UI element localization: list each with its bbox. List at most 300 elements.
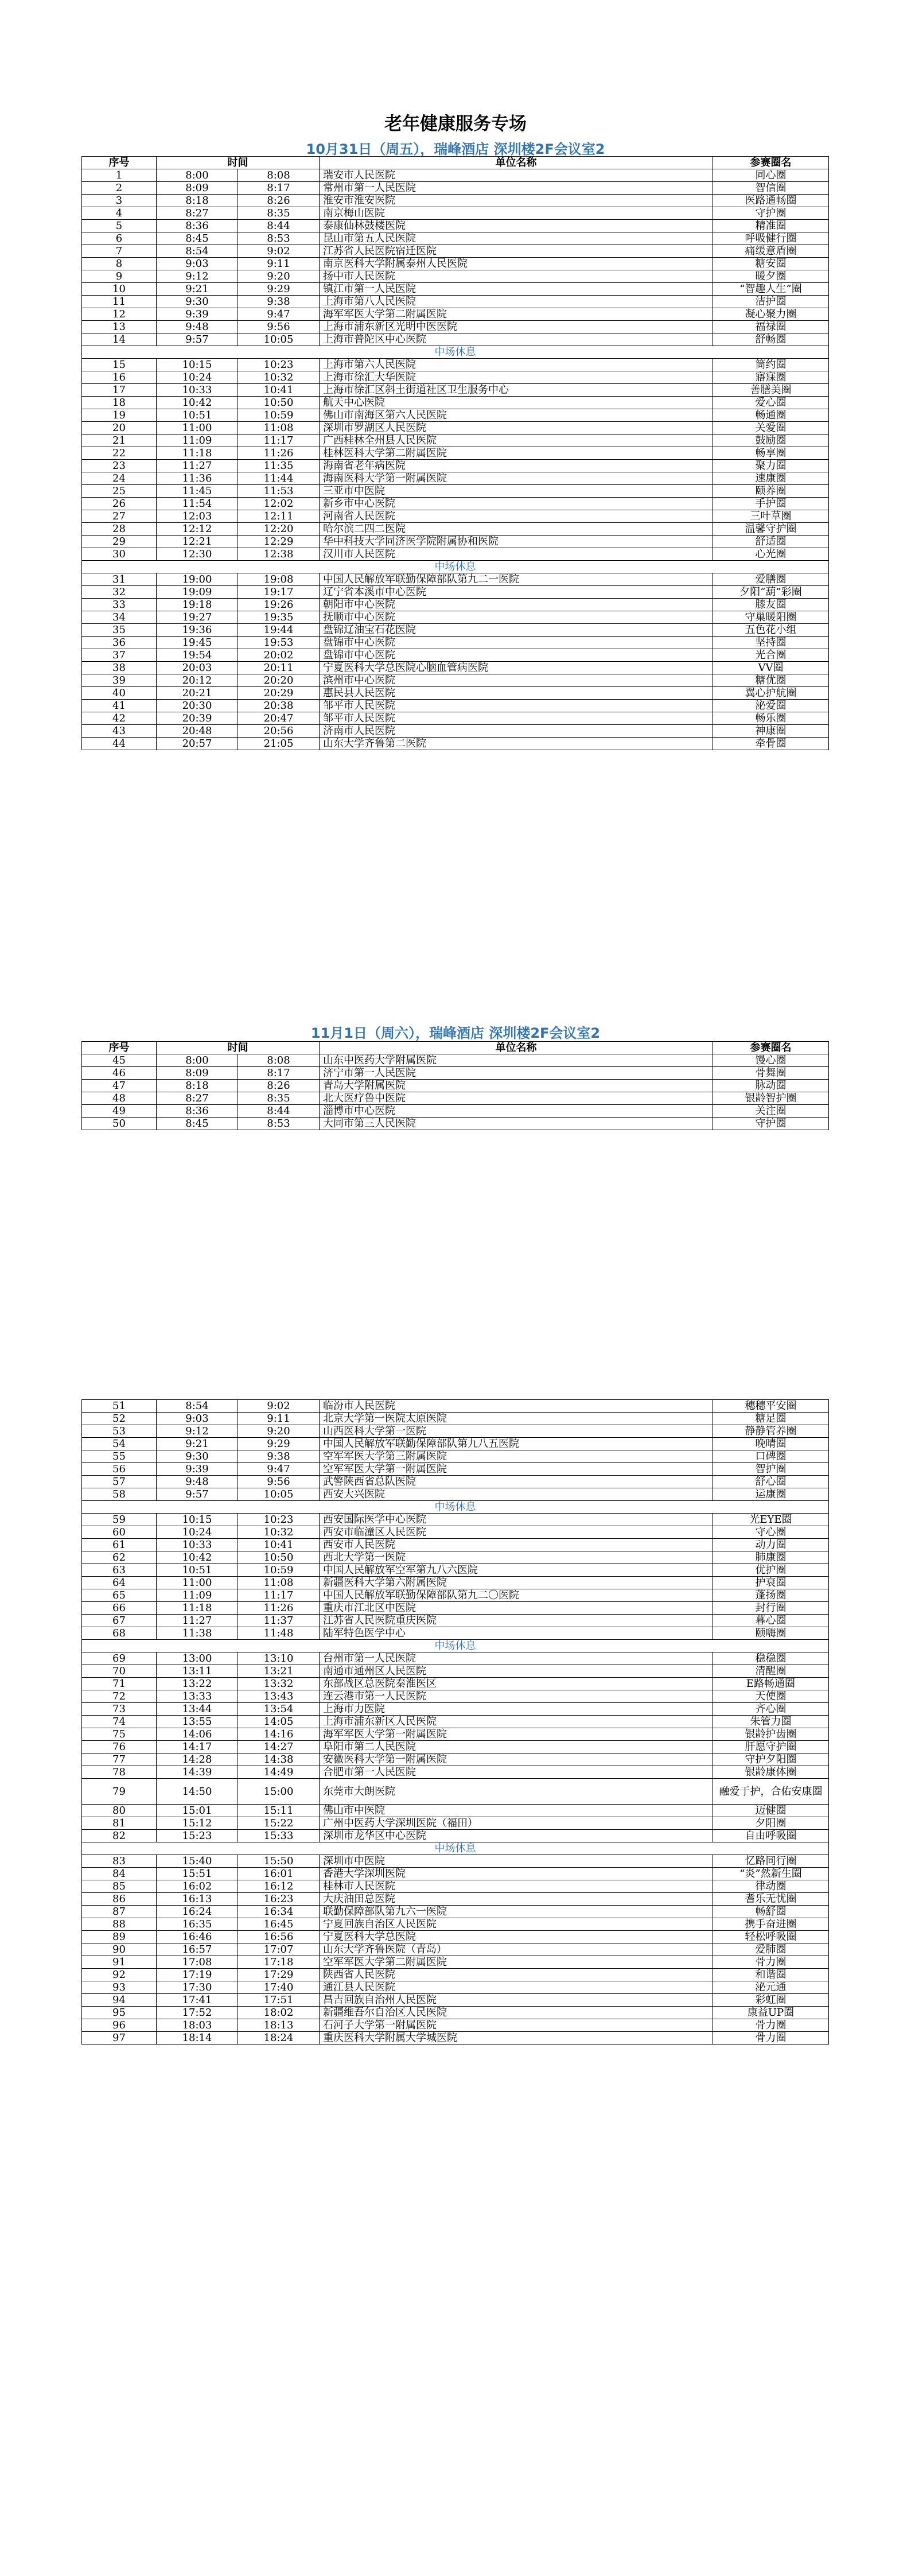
row-team-name: 律动圈 — [713, 1880, 829, 1893]
row-start-time: 11:09 — [157, 1589, 238, 1602]
row-end-time: 15:33 — [238, 1830, 320, 1842]
row-end-time: 11:53 — [238, 485, 320, 498]
row-unit-name: 石河子大学第一附属医院 — [320, 2019, 713, 2032]
row-start-time: 14:06 — [157, 1728, 238, 1741]
row-unit-name: 华中科技大学同济医学院附属协和医院 — [320, 536, 713, 548]
row-seq: 10 — [82, 283, 157, 296]
table-row — [82, 1830, 829, 1842]
row-start-time: 9:03 — [157, 1413, 238, 1425]
row-end-time: 16:45 — [238, 1918, 320, 1931]
row-seq: 32 — [82, 586, 157, 599]
row-start-time: 11:45 — [157, 485, 238, 498]
row-seq: 75 — [82, 1728, 157, 1741]
row-team-name: 迈健圈 — [713, 1805, 829, 1817]
row-team-name: 运康圈 — [713, 1488, 829, 1501]
row-start-time: 19:45 — [157, 637, 238, 649]
row-start-time: 10:24 — [157, 1526, 238, 1539]
row-start-time: 10:15 — [157, 1514, 238, 1526]
row-seq: 60 — [82, 1526, 157, 1539]
row-seq: 78 — [82, 1766, 157, 1779]
row-unit-name: 辽宁省本溪市中心医院 — [320, 586, 713, 599]
row-end-time: 13:21 — [238, 1665, 320, 1678]
row-team-name: 速康圈 — [713, 472, 829, 485]
row-start-time: 15:12 — [157, 1817, 238, 1830]
row-end-time: 15:00 — [238, 1779, 320, 1805]
row-seq: 28 — [82, 523, 157, 536]
row-start-time: 10:33 — [157, 384, 238, 397]
row-unit-name: 重庆市江北区中医院 — [320, 1602, 713, 1615]
table-row — [82, 712, 829, 725]
table-row — [82, 599, 829, 611]
row-start-time: 10:51 — [157, 1564, 238, 1577]
table-row — [82, 1994, 829, 2007]
row-start-time: 9:30 — [157, 1450, 238, 1463]
row-team-name: 轻松呼吸圈 — [713, 1931, 829, 1943]
row-seq: 96 — [82, 2019, 157, 2032]
row-unit-name: 大同市第三人民医院 — [320, 1118, 713, 1130]
row-team-name: 心光圈 — [713, 548, 829, 561]
row-unit-name: 陆军特色医学中心 — [320, 1627, 713, 1640]
row-start-time: 18:14 — [157, 2032, 238, 2044]
day1-schedule-table — [81, 156, 829, 750]
row-end-time: 12:11 — [238, 510, 320, 523]
row-end-time: 17:51 — [238, 1994, 320, 2007]
row-start-time: 11:27 — [157, 1615, 238, 1627]
row-start-time: 13:00 — [157, 1652, 238, 1665]
table-row — [82, 1805, 829, 1817]
row-seq: 92 — [82, 1969, 157, 1981]
row-seq: 27 — [82, 510, 157, 523]
row-start-time: 20:39 — [157, 712, 238, 725]
row-team-name: 聚力圈 — [713, 460, 829, 472]
row-seq: 97 — [82, 2032, 157, 2044]
row-team-name: 穗穗平安圈 — [713, 1400, 829, 1413]
row-team-name: 糖优圈 — [713, 674, 829, 687]
row-end-time: 8:44 — [238, 220, 320, 232]
row-end-time: 10:50 — [238, 397, 320, 409]
table-row — [82, 397, 829, 409]
row-start-time: 10:15 — [157, 359, 238, 371]
table-row — [82, 1880, 829, 1893]
table-row — [82, 434, 829, 447]
row-seq: 45 — [82, 1054, 157, 1067]
row-unit-name: 江苏省人民医院重庆医院 — [320, 1615, 713, 1627]
row-team-name: 融爱于护，合佑安康圈 — [713, 1779, 829, 1805]
table-row — [82, 485, 829, 498]
row-end-time: 20:11 — [238, 662, 320, 674]
row-seq: 47 — [82, 1080, 157, 1092]
row-start-time: 20:12 — [157, 674, 238, 687]
row-seq: 9 — [82, 270, 157, 283]
row-team-name: 医路通畅圈 — [713, 195, 829, 207]
table-row — [82, 258, 829, 270]
row-end-time: 8:35 — [238, 207, 320, 220]
row-start-time: 9:57 — [157, 333, 238, 346]
row-end-time: 13:32 — [238, 1678, 320, 1690]
table-row — [82, 1450, 829, 1463]
row-team-name: 骨力圈 — [713, 2019, 829, 2032]
row-unit-name: 东部战区总医院秦淮医区 — [320, 1678, 713, 1690]
row-team-name: E路畅通圈 — [713, 1678, 829, 1690]
row-unit-name: 广西桂林全州县人民医院 — [320, 434, 713, 447]
row-start-time: 15:01 — [157, 1805, 238, 1817]
row-seq: 49 — [82, 1105, 157, 1118]
table-row — [82, 1413, 829, 1425]
row-team-name: 稳稳圈 — [713, 1652, 829, 1665]
row-unit-name: 山东中医药大学附属医院 — [320, 1054, 713, 1067]
row-unit-name: 上海市徐汇大华医院 — [320, 371, 713, 384]
table-row — [82, 1627, 829, 1640]
row-seq: 81 — [82, 1817, 157, 1830]
row-start-time: 11:00 — [157, 422, 238, 434]
row-seq: 55 — [82, 1450, 157, 1463]
table-row — [82, 1981, 829, 1994]
row-start-time: 11:27 — [157, 460, 238, 472]
row-seq: 82 — [82, 1830, 157, 1842]
row-start-time: 9:39 — [157, 1463, 238, 1476]
header-team: 参赛圈名 — [713, 1042, 829, 1054]
row-seq: 89 — [82, 1931, 157, 1943]
row-end-time: 16:23 — [238, 1893, 320, 1906]
row-team-name: 爱膳圈 — [713, 573, 829, 586]
table-row — [82, 1703, 829, 1716]
row-start-time: 10:42 — [157, 397, 238, 409]
row-seq: 15 — [82, 359, 157, 371]
row-team-name: 晚晴圈 — [713, 1438, 829, 1450]
row-seq: 7 — [82, 245, 157, 258]
row-seq: 59 — [82, 1514, 157, 1526]
table-row — [82, 1728, 829, 1741]
row-seq: 79 — [82, 1779, 157, 1805]
row-team-name: 动力圈 — [713, 1539, 829, 1551]
row-start-time: 9:21 — [157, 283, 238, 296]
row-seq: 62 — [82, 1551, 157, 1564]
header-unit: 单位名称 — [320, 157, 713, 169]
row-team-name: 馒心圈 — [713, 1054, 829, 1067]
row-team-name: 天使圈 — [713, 1690, 829, 1703]
row-unit-name: 南京梅山医院 — [320, 207, 713, 220]
row-unit-name: 上海市普陀区中心医院 — [320, 333, 713, 346]
break-row — [82, 346, 829, 359]
row-team-name: 清醒圈 — [713, 1665, 829, 1678]
row-end-time: 20:56 — [238, 725, 320, 738]
row-seq: 53 — [82, 1425, 157, 1438]
row-end-time: 9:56 — [238, 321, 320, 333]
row-end-time: 12:02 — [238, 498, 320, 510]
table-row — [82, 1514, 829, 1526]
row-team-name: 洁护圈 — [713, 296, 829, 308]
row-unit-name: 东莞市大朗医院 — [320, 1779, 713, 1805]
row-end-time: 8:44 — [238, 1105, 320, 1118]
table-row — [82, 283, 829, 296]
row-start-time: 17:19 — [157, 1969, 238, 1981]
row-start-time: 19:00 — [157, 573, 238, 586]
row-unit-name: 上海市徐汇区斜土街道社区卫生服务中心 — [320, 384, 713, 397]
table-row — [82, 1577, 829, 1589]
row-start-time: 14:39 — [157, 1766, 238, 1779]
row-seq: 19 — [82, 409, 157, 422]
table-row — [82, 1931, 829, 1943]
row-end-time: 9:38 — [238, 1450, 320, 1463]
table-row — [82, 700, 829, 712]
row-seq: 34 — [82, 611, 157, 624]
header-seq: 序号 — [82, 157, 157, 169]
table-row — [82, 1943, 829, 1956]
row-end-time: 11:17 — [238, 1589, 320, 1602]
row-unit-name: 邹平市人民医院 — [320, 700, 713, 712]
row-start-time: 13:44 — [157, 1703, 238, 1716]
row-seq: 17 — [82, 384, 157, 397]
row-unit-name: 上海市第八人民医院 — [320, 296, 713, 308]
row-end-time: 8:26 — [238, 195, 320, 207]
row-end-time: 18:02 — [238, 2007, 320, 2019]
break-row — [82, 561, 829, 573]
row-start-time: 11:38 — [157, 1627, 238, 1640]
table-row — [82, 232, 829, 245]
row-team-name: 夕阳圈 — [713, 1817, 829, 1830]
row-seq: 72 — [82, 1690, 157, 1703]
row-unit-name: 西安国际医学中心医院 — [320, 1514, 713, 1526]
table-row — [82, 2019, 829, 2032]
row-team-name: 护衰圈 — [713, 1577, 829, 1589]
row-seq: 39 — [82, 674, 157, 687]
row-unit-name: 淄博市中心医院 — [320, 1105, 713, 1118]
row-end-time: 8:08 — [238, 169, 320, 182]
row-end-time: 10:32 — [238, 1526, 320, 1539]
row-team-name: 舒适圈 — [713, 536, 829, 548]
row-seq: 83 — [82, 1855, 157, 1868]
row-seq: 21 — [82, 434, 157, 447]
row-start-time: 8:09 — [157, 1067, 238, 1080]
row-seq: 31 — [82, 573, 157, 586]
table-row — [82, 1463, 829, 1476]
table-row — [82, 498, 829, 510]
table-row — [82, 548, 829, 561]
row-team-name: 蓬扬圈 — [713, 1589, 829, 1602]
row-end-time: 11:35 — [238, 460, 320, 472]
row-team-name: 关爱圈 — [713, 422, 829, 434]
row-start-time: 17:08 — [157, 1956, 238, 1969]
row-team-name: “炎”然新生圈 — [713, 1868, 829, 1880]
row-seq: 52 — [82, 1413, 157, 1425]
row-start-time: 14:28 — [157, 1753, 238, 1766]
day1-subtitle: 10月31日（周五），瑞峰酒店 深圳楼2F会议室2 — [306, 141, 605, 157]
row-start-time: 20:57 — [157, 738, 238, 750]
row-end-time: 8:53 — [238, 1118, 320, 1130]
row-seq: 74 — [82, 1716, 157, 1728]
row-team-name: 肝愿守护圈 — [713, 1741, 829, 1753]
row-end-time: 10:41 — [238, 1539, 320, 1551]
row-unit-name: 桂林市人民医院 — [320, 1880, 713, 1893]
row-unit-name: 南京医科大学附属泰州人民医院 — [320, 258, 713, 270]
row-seq: 8 — [82, 258, 157, 270]
row-seq: 70 — [82, 1665, 157, 1678]
row-seq: 16 — [82, 371, 157, 384]
row-seq: 29 — [82, 536, 157, 548]
row-seq: 65 — [82, 1589, 157, 1602]
table-row — [82, 662, 829, 674]
row-team-name: 肺康圈 — [713, 1551, 829, 1564]
row-start-time: 11:54 — [157, 498, 238, 510]
row-start-time: 19:09 — [157, 586, 238, 599]
row-team-name: 泌元通 — [713, 1981, 829, 1994]
row-team-name: 光EYE圈 — [713, 1514, 829, 1526]
table-row — [82, 333, 829, 346]
row-team-name: 爱心圈 — [713, 397, 829, 409]
row-seq: 5 — [82, 220, 157, 232]
row-start-time: 9:12 — [157, 1425, 238, 1438]
row-team-name: 痛缓意盾圈 — [713, 245, 829, 258]
row-team-name: 康益UP圈 — [713, 2007, 829, 2019]
row-unit-name: 上海市浦东新区人民医院 — [320, 1716, 713, 1728]
row-end-time: 20:20 — [238, 674, 320, 687]
row-end-time: 10:50 — [238, 1551, 320, 1564]
row-end-time: 19:17 — [238, 586, 320, 599]
table-row — [82, 725, 829, 738]
table-row — [82, 1678, 829, 1690]
table-row — [82, 687, 829, 700]
row-end-time: 18:24 — [238, 2032, 320, 2044]
row-unit-name: 重庆医科大学附属大学城医院 — [320, 2032, 713, 2044]
header-team: 参赛圈名 — [713, 157, 829, 169]
row-end-time: 17:18 — [238, 1956, 320, 1969]
row-team-name: 精准圈 — [713, 220, 829, 232]
row-unit-name: 山西医科大学第一医院 — [320, 1425, 713, 1438]
table-row — [82, 1092, 829, 1105]
table-row — [82, 1476, 829, 1488]
row-unit-name: 中国人民解放军空军第九八六医院 — [320, 1564, 713, 1577]
row-team-name: 守心圈 — [713, 1526, 829, 1539]
row-start-time: 13:11 — [157, 1665, 238, 1678]
row-team-name: 守护夕阳圈 — [713, 1753, 829, 1766]
row-team-name: 骨舞圈 — [713, 1067, 829, 1080]
row-unit-name: 上海市第六人民医院 — [320, 359, 713, 371]
row-start-time: 15:40 — [157, 1855, 238, 1868]
row-unit-name: 佛山市南海区第六人民医院 — [320, 409, 713, 422]
row-unit-name: 山东大学齐鲁医院（青岛） — [320, 1943, 713, 1956]
row-team-name: 同心圈 — [713, 169, 829, 182]
row-seq: 43 — [82, 725, 157, 738]
row-end-time: 19:26 — [238, 599, 320, 611]
table-row — [82, 1526, 829, 1539]
row-end-time: 10:32 — [238, 371, 320, 384]
table-row — [82, 536, 829, 548]
row-unit-name: 南通市通州区人民医院 — [320, 1665, 713, 1678]
row-start-time: 9:48 — [157, 321, 238, 333]
row-unit-name: 昆山市第五人民医院 — [320, 232, 713, 245]
row-end-time: 11:26 — [238, 447, 320, 460]
row-seq: 38 — [82, 662, 157, 674]
row-team-name: 呼吸健行圈 — [713, 232, 829, 245]
header-seq: 序号 — [82, 1042, 157, 1054]
row-unit-name: 西安市临潼区人民医院 — [320, 1526, 713, 1539]
row-end-time: 21:05 — [238, 738, 320, 750]
row-unit-name: 合肥市第一人民医院 — [320, 1766, 713, 1779]
row-seq: 24 — [82, 472, 157, 485]
table-row — [82, 245, 829, 258]
row-seq: 64 — [82, 1577, 157, 1589]
row-team-name: 守护圈 — [713, 207, 829, 220]
table-row — [82, 371, 829, 384]
row-team-name: “智趣人生”圈 — [713, 283, 829, 296]
row-start-time: 9:39 — [157, 308, 238, 321]
row-start-time: 16:24 — [157, 1906, 238, 1918]
table-row — [82, 611, 829, 624]
table-row — [82, 1855, 829, 1868]
row-end-time: 13:54 — [238, 1703, 320, 1716]
row-unit-name: 深圳市罗湖区人民医院 — [320, 422, 713, 434]
table-row — [82, 573, 829, 586]
row-end-time: 16:12 — [238, 1880, 320, 1893]
row-end-time: 9:11 — [238, 1413, 320, 1425]
row-team-name: 脉动圈 — [713, 1080, 829, 1092]
table-row — [82, 1969, 829, 1981]
row-unit-name: 空军军医大学第三附属医院 — [320, 1450, 713, 1463]
row-start-time: 9:21 — [157, 1438, 238, 1450]
row-start-time: 17:41 — [157, 1994, 238, 2007]
row-seq: 23 — [82, 460, 157, 472]
row-seq: 86 — [82, 1893, 157, 1906]
row-seq: 6 — [82, 232, 157, 245]
row-seq: 73 — [82, 1703, 157, 1716]
row-seq: 13 — [82, 321, 157, 333]
row-team-name: 银龄智护圈 — [713, 1092, 829, 1105]
row-end-time: 9:11 — [238, 258, 320, 270]
row-team-name: 骨力圈 — [713, 1956, 829, 1969]
row-end-time: 11:37 — [238, 1615, 320, 1627]
row-unit-name: 安徽医科大学第一附属医院 — [320, 1753, 713, 1766]
row-start-time: 9:03 — [157, 258, 238, 270]
row-start-time: 11:18 — [157, 1602, 238, 1615]
row-team-name: 福禄圈 — [713, 321, 829, 333]
row-end-time: 9:20 — [238, 270, 320, 283]
row-unit-name: 新疆维吾尔自治区人民医院 — [320, 2007, 713, 2019]
row-team-name: 膝友圈 — [713, 599, 829, 611]
row-end-time: 11:08 — [238, 422, 320, 434]
row-unit-name: 台州市第一人民医院 — [320, 1652, 713, 1665]
row-end-time: 10:23 — [238, 1514, 320, 1526]
row-team-name: 夕阳“葫”彩圈 — [713, 586, 829, 599]
table-row — [82, 169, 829, 182]
row-end-time: 8:17 — [238, 182, 320, 195]
table-row — [82, 1817, 829, 1830]
table-row — [82, 1615, 829, 1627]
row-end-time: 10:59 — [238, 409, 320, 422]
table-row — [82, 1105, 829, 1118]
table-row — [82, 637, 829, 649]
row-team-name: 守巢暖阳圈 — [713, 611, 829, 624]
row-team-name: 彩虹圈 — [713, 1994, 829, 2007]
row-start-time: 20:03 — [157, 662, 238, 674]
break-label: 中场休息 — [82, 1501, 829, 1514]
table-row — [82, 1080, 829, 1092]
row-start-time: 12:12 — [157, 523, 238, 536]
row-seq: 33 — [82, 599, 157, 611]
page-title: 老年健康服务专场 — [384, 114, 527, 134]
row-end-time: 19:08 — [238, 573, 320, 586]
row-seq: 71 — [82, 1678, 157, 1690]
row-unit-name: 三亚市中医院 — [320, 485, 713, 498]
row-seq: 93 — [82, 1981, 157, 1994]
row-start-time: 16:13 — [157, 1893, 238, 1906]
table-row — [82, 1690, 829, 1703]
table-row — [82, 1564, 829, 1577]
row-end-time: 8:26 — [238, 1080, 320, 1092]
row-start-time: 10:42 — [157, 1551, 238, 1564]
row-start-time: 9:30 — [157, 296, 238, 308]
row-end-time: 9:47 — [238, 1463, 320, 1476]
row-unit-name: 昌吉回族自治州人民医院 — [320, 1994, 713, 2007]
